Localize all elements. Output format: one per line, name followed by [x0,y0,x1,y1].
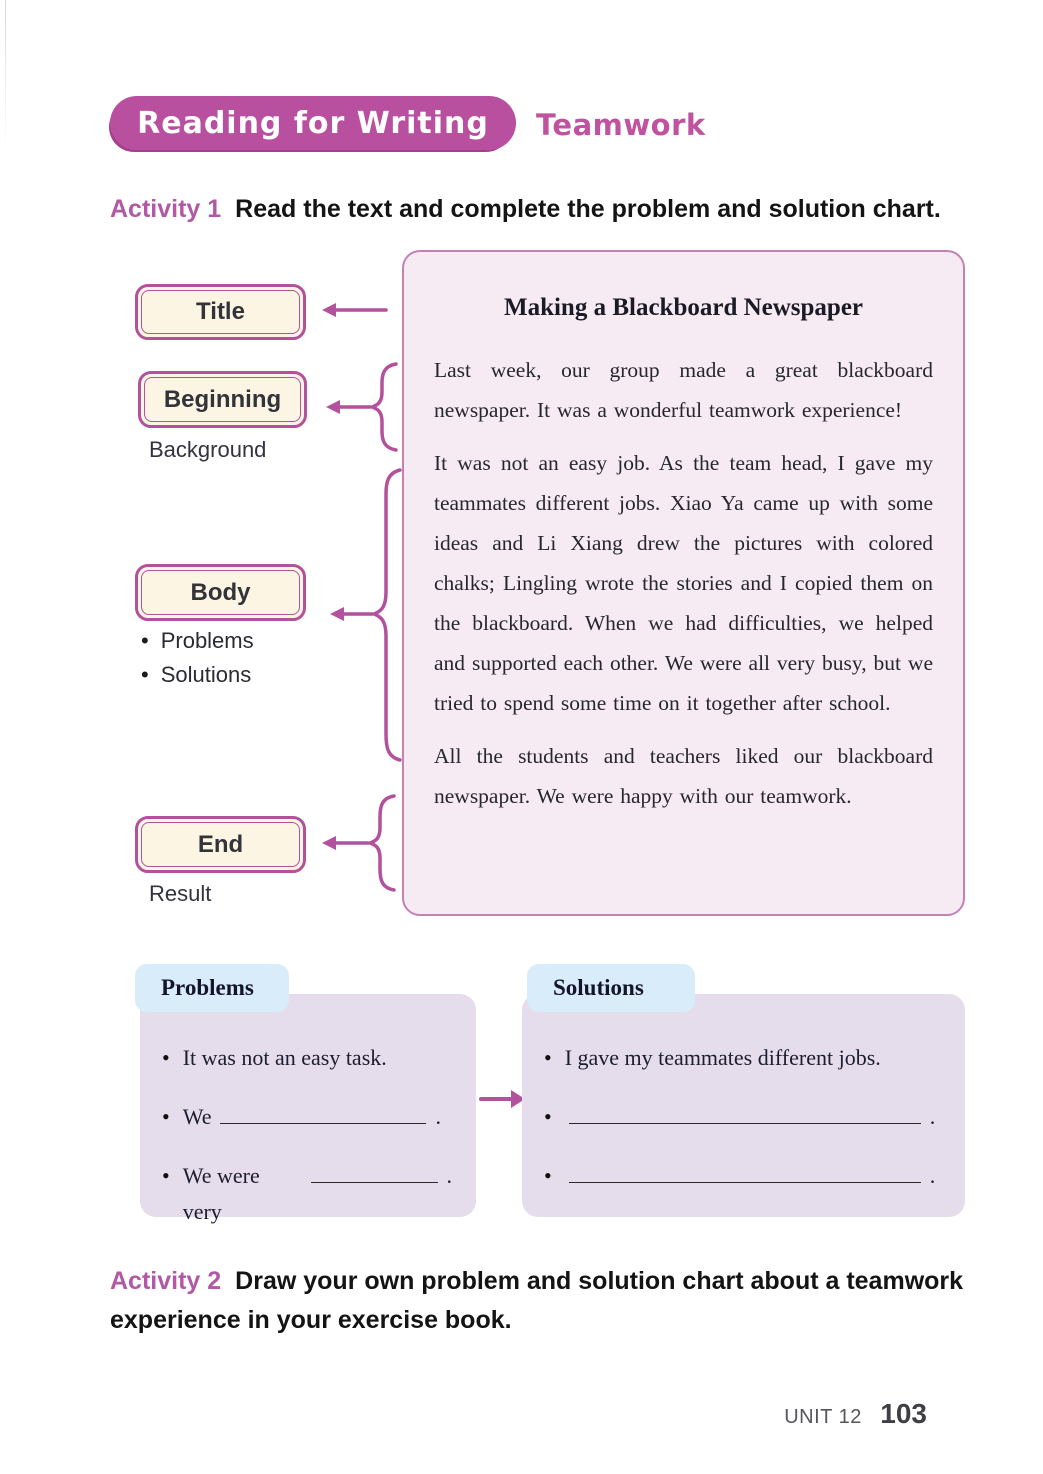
problem-item-suffix: . [446,1163,452,1188]
end-brace-arrow-icon [322,792,398,892]
note-background: Background [149,437,267,462]
problem-item [162,1099,452,1135]
activity1-instruction: Read the text and complete the problem and solution chart. [235,195,941,223]
node-end-label: End [197,830,244,858]
problem-item-prefix: • We were very [182,1163,260,1224]
solution-item [544,1040,941,1076]
fill-in-blank [220,1100,426,1124]
fill-in-blank [311,1159,437,1183]
node-title [135,284,306,340]
footer-page-number: 103 [880,1398,927,1429]
problem-item-text: • It was not an easy task. [182,1045,387,1070]
problems-tab-label: Problems [161,975,254,1000]
problem-item-suffix: . [435,1104,441,1129]
problems-panel [140,994,476,1224]
problems-tab [135,964,289,1012]
passage-title: Making a Blackboard Newspaper [503,294,864,321]
activity2-label: Activity 2 [110,1267,222,1295]
left-arrow-icon [322,297,390,323]
solution-item-suffix: • . [929,1163,936,1188]
activity1-label: Activity 1 [110,195,222,223]
section-banner [110,96,516,150]
solutions-tab-label: Solutions [553,975,644,1000]
page-footer [600,1398,985,1430]
node-title-label: Title [196,298,245,325]
beginning-brace-arrow-icon [324,360,400,452]
solutions-tab [527,964,695,1012]
passage-box [402,250,965,916]
section-banner-label: Reading for Writing [137,105,489,141]
page-edge-line [5,0,6,150]
node-body [135,564,306,621]
solutions-panel [522,994,965,1217]
solution-item [544,1099,941,1135]
fill-in-blank [569,1159,921,1183]
node-end [135,816,306,873]
solution-item-text: • I gave my teammates different jobs. [564,1045,881,1070]
body-bullet-solutions: • Solutions [141,662,251,688]
problem-item-prefix: • We [182,1104,212,1129]
node-beginning [138,371,307,428]
fill-in-blank [569,1100,921,1124]
solution-item-suffix: • . [929,1104,936,1129]
body-bullet-problems: • Problems [141,628,254,654]
problem-item [162,1158,452,1230]
note-result: Result [149,881,212,906]
activity1-line [110,190,1010,229]
right-arrow-icon [477,1082,525,1116]
body-brace-arrow-icon [330,466,404,764]
passage-paragraph-3: All the students and teachers liked our blackboard newspaper. We were happy with our teamwork. [434,744,933,808]
problem-item [162,1040,452,1076]
activity2-instruction: Draw your own problem and solution chart about a teamwork experience in your exercise book. [110,1267,964,1334]
node-body-label: Body [190,578,251,606]
solution-item [544,1158,941,1194]
passage-paragraph-1: Last week, our group made a great blackboard newspaper. It was a wonderful teamwork experience! [434,358,933,422]
activity2-line [110,1262,1010,1340]
topic-label: Teamwork [536,108,706,142]
footer-unit-label: UNIT 12 [784,1406,862,1428]
node-beginning-label: Beginning [163,385,282,413]
passage-paragraph-2: It was not an easy job. As the team head, I gave my teammates different jobs. Xiao Ya came up with some ideas and Li Xiang drew the pictures with colored chalks; Lingling wrote the stories and I copied them on the blackboard. When we had difficulties, we helped and supported each other. We were all very busy, but we tried to spend some time on it together after school. [434,451,933,715]
